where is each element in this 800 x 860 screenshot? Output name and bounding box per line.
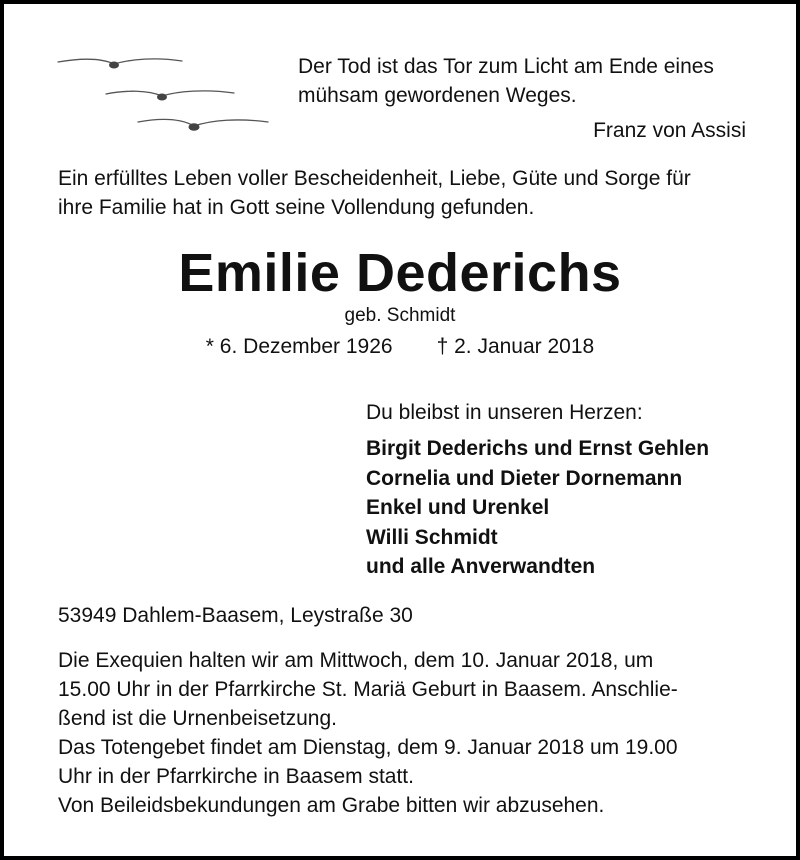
notice-line: ßend ist die Urnenbeisetzung.: [58, 707, 337, 730]
notice-line: Die Exequien halten wir am Mittwoch, dem 10. Januar 2018, um: [58, 649, 654, 672]
intro-line: ihre Familie hat in Gott seine Vollendung gefunden.: [58, 196, 535, 219]
maiden-name: geb. Schmidt: [344, 305, 456, 326]
mourner: und alle Anverwandten: [366, 555, 596, 578]
quote-author: Franz von Assisi: [593, 119, 746, 142]
birth-date: * 6. Dezember 1926: [205, 335, 393, 358]
funeral-notices: [58, 646, 678, 820]
notice-line: Von Beileidsbekundungen am Grabe bitten wir abzusehen.: [58, 794, 605, 817]
address: 53949 Dahlem-Baasem, Leystraße 30: [58, 604, 413, 627]
remembrance-line: Du bleibst in unseren Herzen:: [366, 401, 643, 424]
mourner: Birgit Dederichs und Ernst Gehlen: [366, 437, 710, 460]
mourner: Cornelia und Dieter Dornemann: [366, 466, 683, 490]
flying-birds-icon: [56, 48, 276, 140]
notice-line: Uhr in der Pfarrkirche in Baasem statt.: [58, 765, 414, 788]
notice-line: Das Totengebet findet am Dienstag, dem 9. Januar 2018 um 19.00: [58, 736, 678, 759]
quote-line: Der Tod ist das Tor zum Licht am Ende eines: [298, 55, 714, 78]
intro-line: Ein erfülltes Leben voller Bescheidenheit, Liebe, Güte und Sorge für: [58, 167, 691, 190]
mourner: Willi Schmidt: [366, 525, 498, 549]
death-date: † 2. Januar 2018: [436, 335, 595, 358]
notice-line: 15.00 Uhr in der Pfarrkirche St. Mariä Geburt in Baasem. Anschlie-: [58, 678, 678, 701]
life-dates: [4, 332, 796, 362]
intro-text: [58, 164, 691, 222]
deceased-block: [4, 240, 796, 362]
quote: [298, 52, 714, 110]
mourners-list: [366, 434, 709, 582]
quote-line: mühsam gewordenen Weges.: [298, 84, 577, 107]
deceased-name: Emilie Dederichs: [178, 243, 622, 303]
mourner: Enkel und Urenkel: [366, 496, 550, 519]
